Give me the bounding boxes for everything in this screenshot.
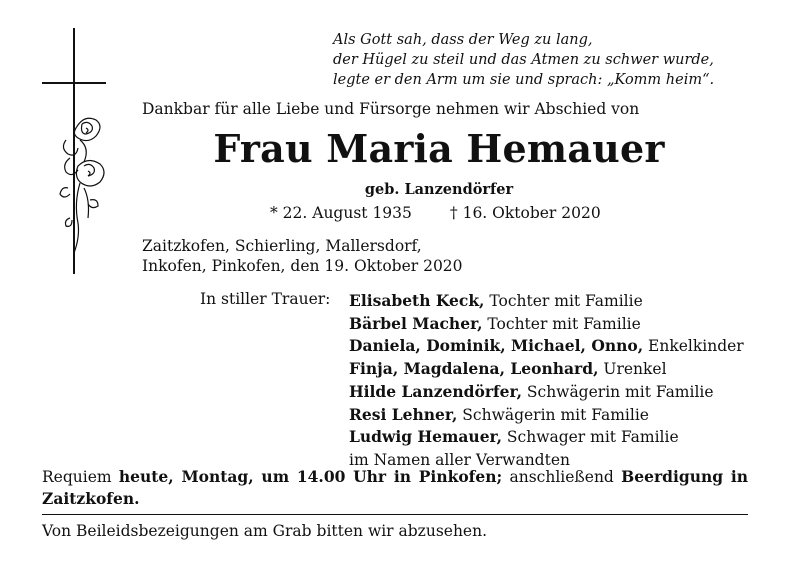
requiem-notice — [42, 466, 748, 510]
mourner-name: Resi Lehner, — [349, 404, 458, 424]
mourner-row — [349, 335, 744, 358]
mourner-row — [349, 313, 744, 336]
requiem-time-place: heute, Montag, um 14.00 Uhr in Pinkofen; — [118, 467, 503, 486]
divider — [42, 514, 748, 515]
mourner-name: Bärbel Macher, — [349, 313, 483, 333]
poem-line: legte er den Arm um sie und sprach: „Komm heim“. — [333, 72, 715, 88]
life-dates — [270, 204, 601, 222]
mourners-list — [349, 290, 744, 472]
poem-line: der Hügel zu steil und das Atmen zu schwer wurde, — [333, 52, 714, 68]
death-date: † 16. Oktober 2020 — [449, 204, 601, 222]
places-line: Zaitzkofen, Schierling, Mallersdorf, — [142, 237, 422, 255]
deceased-name: Frau Maria Hemauer — [213, 126, 665, 171]
mourner-relation: Schwägerin mit Familie — [521, 382, 714, 401]
mourner-row — [349, 426, 744, 449]
mourner-relation: Schwager mit Familie — [502, 428, 679, 447]
poem-line: Als Gott sah, dass der Weg zu lang, — [333, 32, 593, 48]
poem — [333, 30, 714, 90]
requiem-text: Requiem — [42, 468, 119, 486]
mourner-name: Elisabeth Keck, — [349, 291, 485, 310]
mourning-label: In stiller Trauer: — [200, 290, 331, 308]
mourner-relation: Tochter mit Familie — [482, 314, 641, 333]
mourner-relation: Tochter mit Familie — [484, 292, 643, 310]
places-and-date — [142, 236, 463, 276]
intro-text: Dankbar für alle Liebe und Fürsorge nehmen wir Abschied von — [142, 100, 640, 118]
mourner-row — [349, 358, 744, 381]
mourner-relation: Enkelkinder — [643, 337, 744, 356]
mourner-row — [349, 381, 744, 404]
mourner-relation: Schwägerin mit Familie — [457, 405, 649, 424]
mourner-row — [349, 404, 744, 427]
mourner-relation: im Namen aller Verwandten — [349, 450, 570, 469]
mourner-name: Hilde Lanzendörfer, — [349, 381, 522, 401]
requiem-text: anschließend — [502, 468, 622, 486]
condolence-note: Von Beileidsbezeigungen am Grab bitten wir abzusehen. — [42, 522, 488, 540]
burial-place: Beerdigung in Zaitzkofen. — [42, 467, 749, 508]
mourner-row — [349, 290, 744, 313]
birth-date: * 22. August 1935 — [270, 204, 412, 222]
maiden-name: geb. Lanzendörfer — [364, 181, 514, 198]
mourner-name: Finja, Magdalena, Leonhard, — [349, 359, 599, 379]
places-line: Inkofen, Pinkofen, den 19. Oktober 2020 — [142, 257, 463, 275]
mourner-name: Ludwig Hemauer, — [349, 427, 502, 447]
mourner-name: Daniela, Dominik, Michael, Onno, — [349, 336, 644, 356]
mourner-relation: Urenkel — [598, 360, 667, 379]
